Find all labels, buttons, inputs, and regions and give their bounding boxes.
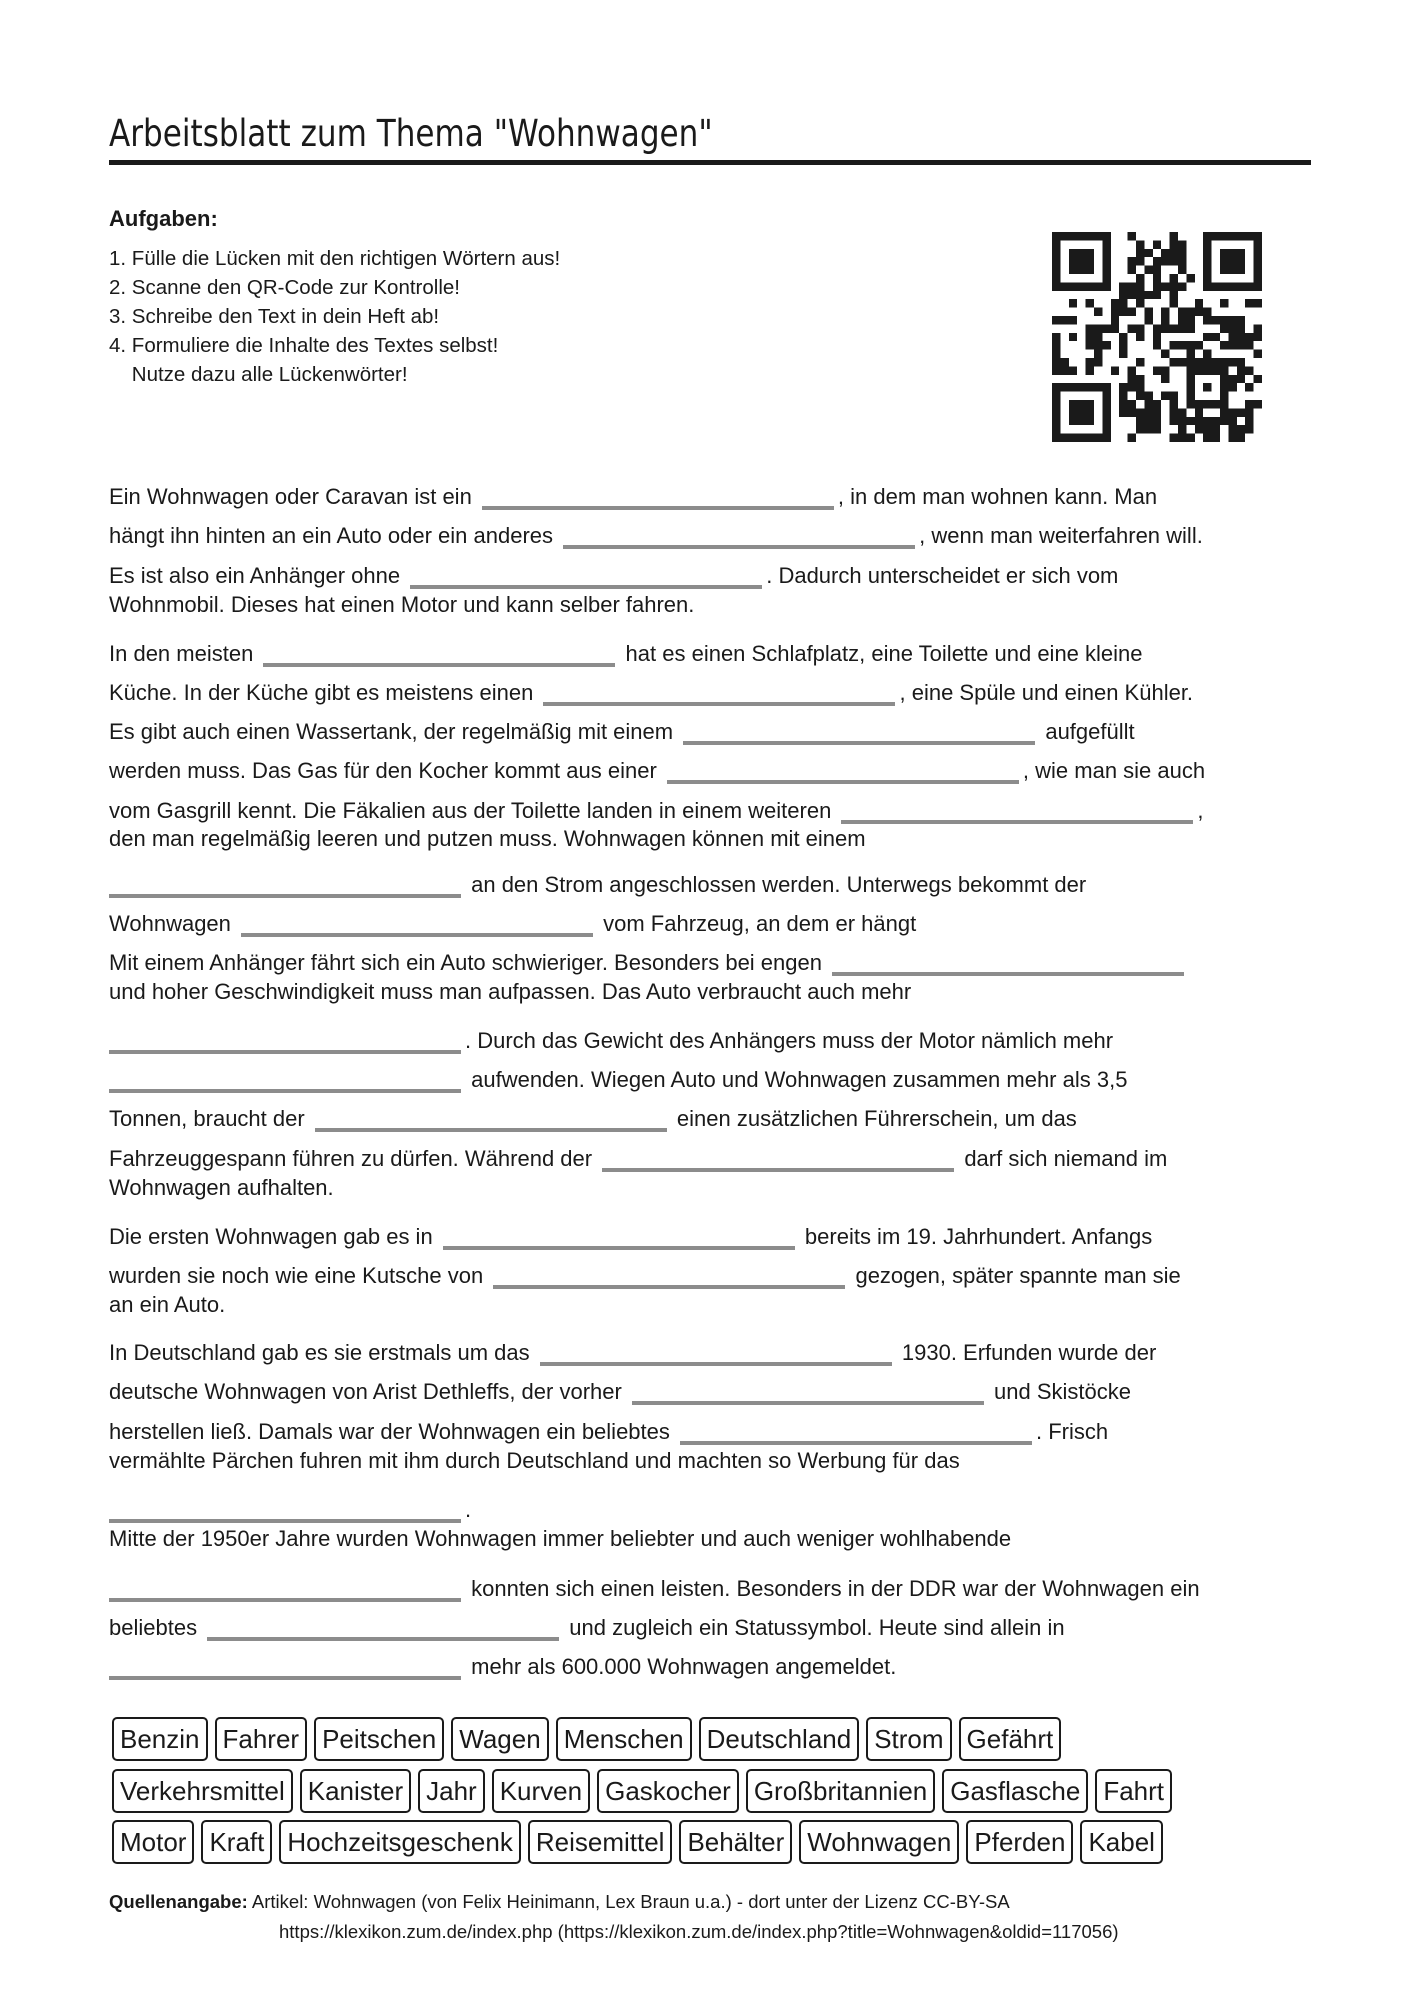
tasks-heading: Aufgaben: (109, 206, 218, 231)
text-segment: , (1197, 798, 1204, 823)
gap-blank[interactable] (482, 480, 834, 510)
word-chip[interactable]: Kurven (492, 1769, 590, 1813)
gap-blank[interactable] (241, 907, 593, 937)
gap-blank[interactable] (563, 519, 915, 549)
text-segment: Tonnen, braucht der (109, 1106, 311, 1131)
page-title: Arbeitsblatt zum Thema "Wohnwagen" (109, 112, 713, 155)
text-line (109, 1644, 896, 1680)
title-underline (109, 160, 1311, 165)
text-line (109, 826, 866, 852)
text-segment: den man regelmäßig leeren und putzen muss. Wohnwagen können mit einem (109, 826, 866, 851)
text-line (109, 1330, 1156, 1366)
word-chip[interactable]: Motor (112, 1820, 194, 1864)
gap-blank[interactable] (832, 946, 1184, 976)
text-line (109, 1096, 1077, 1132)
text-segment: In Deutschland gab es sie erstmals um das (109, 1340, 536, 1365)
text-segment: beliebtes (109, 1615, 204, 1640)
text-segment: , eine Spüle und einen Kühler. (899, 680, 1194, 705)
text-segment: 1930. Erfunden wurde der (895, 1340, 1157, 1365)
word-chip[interactable]: Großbritannien (746, 1769, 935, 1813)
text-segment: und zugleich ein Statussymbol. Heute sind allein in (563, 1615, 1065, 1640)
text-segment: mehr als 600.000 Wohnwagen angemeldet. (465, 1654, 897, 1679)
word-chip[interactable]: Strom (866, 1717, 951, 1761)
text-segment: Die ersten Wohnwagen gab es in (109, 1224, 439, 1249)
text-segment: , in dem man wohnen kann. Man (837, 484, 1158, 509)
text-line (109, 862, 1086, 898)
gap-blank[interactable] (109, 868, 461, 898)
source-label: Quellenangabe: (109, 1891, 248, 1912)
text-line (109, 631, 1143, 667)
text-segment: Fahrzeuggespann führen zu dürfen. Während der (109, 1146, 599, 1171)
text-segment: und hoher Geschwindigkeit muss man aufpassen. Das Auto verbraucht auch mehr (109, 979, 912, 1004)
text-segment: In den meisten (109, 641, 260, 666)
gap-blank[interactable] (315, 1102, 667, 1132)
word-chip[interactable]: Kabel (1080, 1820, 1163, 1864)
word-chip[interactable]: Fahrer (215, 1717, 308, 1761)
text-line (109, 1369, 1131, 1405)
text-line (109, 553, 1118, 589)
text-line (109, 979, 911, 1005)
text-line (109, 940, 1188, 976)
text-segment: an ein Auto. (109, 1292, 226, 1317)
word-chip[interactable]: Reisemittel (528, 1820, 673, 1864)
gap-blank[interactable] (109, 1063, 461, 1093)
gap-blank[interactable] (207, 1611, 559, 1641)
text-line (109, 592, 694, 618)
word-chip[interactable]: Pferden (966, 1820, 1073, 1864)
task-list (109, 244, 560, 389)
gap-blank[interactable] (263, 637, 615, 667)
word-chip[interactable]: Benzin (112, 1717, 208, 1761)
text-line (109, 1253, 1181, 1289)
text-line (109, 513, 1203, 549)
gap-blank[interactable] (109, 1650, 461, 1680)
text-segment: Ein Wohnwagen oder Caravan ist ein (109, 484, 478, 509)
text-segment: bereits im 19. Jahrhundert. Anfangs (798, 1224, 1153, 1249)
gap-blank[interactable] (109, 1572, 461, 1602)
text-segment: Es gibt auch einen Wassertank, der regelmäßig mit einem (109, 719, 680, 744)
word-chip[interactable]: Kraft (201, 1820, 272, 1864)
text-segment: herstellen ließ. Damals war der Wohnwagen ein beliebtes (109, 1419, 676, 1444)
word-chip[interactable]: Jahr (418, 1769, 485, 1813)
word-chip[interactable]: Gaskocher (597, 1769, 739, 1813)
text-line (109, 901, 916, 937)
gap-blank[interactable] (602, 1142, 954, 1172)
word-chip[interactable]: Peitschen (314, 1717, 444, 1761)
text-segment: konnten sich einen leisten. Besonders in der DDR war der Wohnwagen ein (465, 1576, 1200, 1601)
word-chip[interactable]: Fahrt (1095, 1769, 1172, 1813)
text-segment: vom Fahrzeug, an dem er hängt (597, 911, 917, 936)
word-chip[interactable]: Gasflasche (942, 1769, 1088, 1813)
text-segment: an den Strom angeschlossen werden. Unterwegs bekommt der (465, 872, 1087, 897)
text-segment: vermählte Pärchen fuhren mit ihm durch Deutschland und machten so Werbung für das (109, 1448, 960, 1473)
task-item: 2. Scanne den QR-Code zur Kontrolle! (109, 276, 460, 299)
text-line (109, 1136, 1167, 1172)
word-chip[interactable]: Deutschland (699, 1717, 860, 1761)
task-item: Nutze dazu alle Lückenwörter! (109, 363, 408, 386)
text-line (109, 1566, 1200, 1602)
text-line (109, 1057, 1127, 1093)
text-segment: und Skistöcke (987, 1379, 1132, 1404)
text-segment: Wohnmobil. Dieses hat einen Motor und kann selber fahren. (109, 592, 695, 617)
task-item: 1. Fülle die Lücken mit den richtigen Wörtern aus! (109, 247, 561, 270)
word-chip[interactable]: Menschen (556, 1717, 692, 1761)
text-segment: , wenn man weiterfahren will. (919, 523, 1203, 548)
word-bank-row (112, 1769, 1172, 1813)
task-item: 3. Schreibe den Text in dein Heft ab! (109, 305, 440, 328)
text-line (109, 1175, 334, 1201)
gap-blank[interactable] (109, 1024, 461, 1054)
gap-blank[interactable] (841, 794, 1193, 824)
qr-code[interactable] (1052, 232, 1262, 442)
text-line (109, 1526, 1011, 1552)
gap-blank[interactable] (543, 676, 895, 706)
text-line (109, 1487, 471, 1523)
gap-blank[interactable] (540, 1336, 892, 1366)
text-segment: hängt ihn hinten an ein Auto oder ein anderes (109, 523, 560, 548)
text-line (109, 670, 1193, 706)
text-line (109, 1448, 960, 1474)
text-segment: Mitte der 1950er Jahre wurden Wohnwagen immer beliebter und auch weniger wohlhabende (109, 1526, 1012, 1551)
gap-blank[interactable] (493, 1259, 845, 1289)
word-chip[interactable]: Wagen (451, 1717, 548, 1761)
text-segment: . Frisch (1036, 1419, 1109, 1444)
text-segment: Wohnwagen (109, 911, 238, 936)
text-segment: vom Gasgrill kennt. Die Fäkalien aus der Toilette landen in einem weiteren (109, 798, 838, 823)
text-segment: . Durch das Gewicht des Anhängers muss der Motor nämlich mehr (465, 1028, 1114, 1053)
word-chip[interactable]: Gefährt (959, 1717, 1062, 1761)
source-text: Artikel: Wohnwagen (von Felix Heinimann, Lex Braun u.a.) - dort unter der Lizenz CC-BY-SA (247, 1891, 1010, 1912)
text-segment: einen zusätzlichen Führerschein, um das (670, 1106, 1077, 1131)
text-segment: gezogen, später spannte man sie (849, 1263, 1181, 1288)
gap-blank[interactable] (680, 1415, 1032, 1445)
source-url[interactable]: https://klexikon.zum.de/index.php (https://klexikon.zum.de/index.php?title=Wohnwagen&oldid=117056) (279, 1921, 1119, 1942)
text-line (109, 1214, 1152, 1250)
word-chip[interactable]: Wohnwagen (799, 1820, 959, 1864)
text-segment: wurden sie noch wie eine Kutsche von (109, 1263, 490, 1288)
text-segment: aufgefüllt (1039, 719, 1135, 744)
text-segment: , wie man sie auch (1022, 758, 1206, 783)
gap-blank[interactable] (667, 754, 1019, 784)
text-segment: deutsche Wohnwagen von Arist Dethleffs, der vorher (109, 1379, 628, 1404)
text-line (109, 709, 1135, 745)
text-segment: werden muss. Das Gas für den Kocher kommt aus einer (109, 758, 663, 783)
gap-blank[interactable] (109, 1493, 461, 1523)
text-line (109, 1605, 1065, 1641)
text-line (109, 1409, 1108, 1445)
word-bank-row (112, 1717, 1061, 1761)
word-chip[interactable]: Hochzeitsgeschenk (279, 1820, 520, 1864)
text-segment: Küche. In der Küche gibt es meistens einen (109, 680, 540, 705)
gap-blank[interactable] (443, 1220, 795, 1250)
text-line (109, 788, 1204, 824)
text-segment: Wohnwagen aufhalten. (109, 1175, 334, 1200)
word-bank-row (112, 1820, 1163, 1864)
text-line (109, 1292, 225, 1318)
text-segment: darf sich niemand im (958, 1146, 1168, 1171)
word-chip[interactable]: Kanister (300, 1769, 411, 1813)
text-segment: aufwenden. Wiegen Auto und Wohnwagen zusammen mehr als 3,5 (465, 1067, 1128, 1092)
gap-blank[interactable] (683, 715, 1035, 745)
text-line (109, 1018, 1113, 1054)
text-segment: Es ist also ein Anhänger ohne (109, 563, 407, 588)
source-note (109, 1887, 1119, 1942)
word-chip[interactable]: Verkehrsmittel (112, 1769, 293, 1813)
text-segment: . Dadurch unterscheidet er sich vom (766, 563, 1119, 588)
text-segment: . (465, 1497, 472, 1522)
word-chip[interactable]: Behälter (679, 1820, 792, 1864)
text-segment: Mit einem Anhänger fährt sich ein Auto schwieriger. Besonders bei engen (109, 950, 829, 975)
text-line (109, 748, 1205, 784)
text-segment: hat es einen Schlafplatz, eine Toilette und eine kleine (619, 641, 1143, 666)
gap-blank[interactable] (632, 1375, 984, 1405)
task-item: 4. Formuliere die Inhalte des Textes selbst! (109, 334, 499, 357)
gap-blank[interactable] (410, 559, 762, 589)
text-line (109, 474, 1157, 510)
